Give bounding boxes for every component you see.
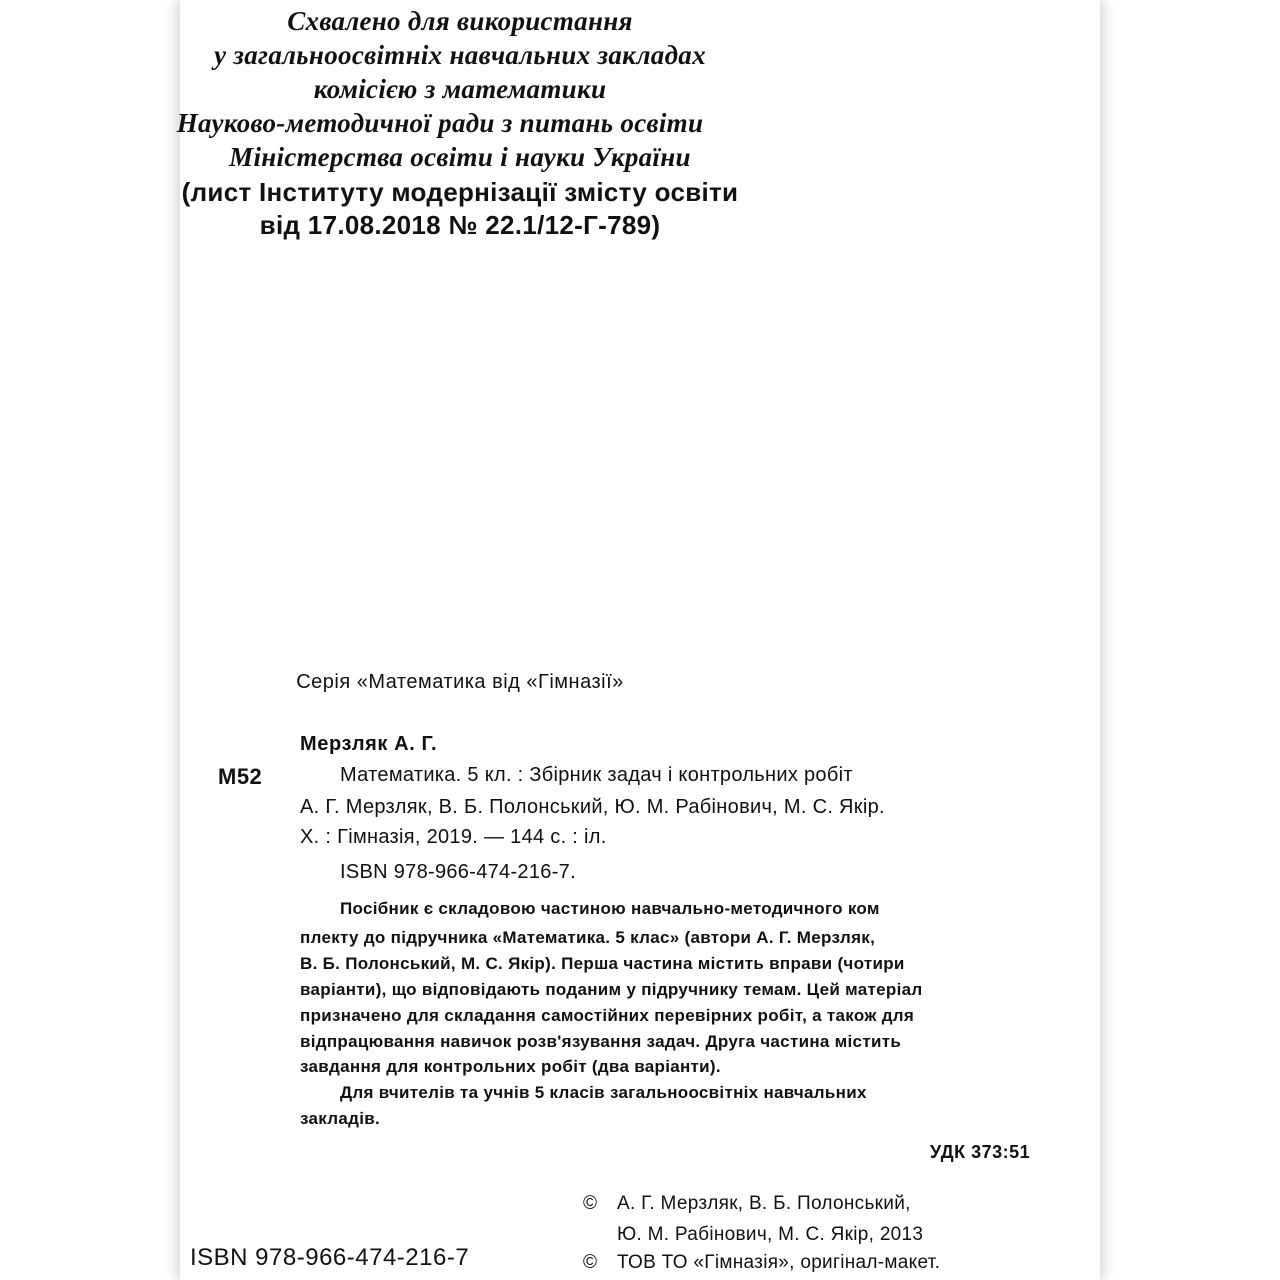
approval-line-6: (лист Інституту модернізації змісту освіти (181, 177, 739, 207)
annotation-line-2: плекту до підручника «Математика. 5 клас» (автори А. Г. Мерзляк, (300, 928, 876, 947)
approval-line-3: комісією з математики (313, 74, 607, 104)
approval-line-2: у загальноосвітніх навчальних закладах (214, 40, 706, 70)
approval-line-1: Схвалено для використання (287, 6, 633, 36)
isbn-bottom: ISBN 978-966-474-216-7 (190, 1244, 470, 1271)
annotation-line-8: Для вчителів та учнів 5 класів загальноосвітніх навчальних (340, 1083, 867, 1102)
catalog-author: Мерзляк А. Г. (300, 733, 438, 755)
annotation-line-3: В. Б. Полонський, М. С. Якір). Перша частина містить вправи (чотири (300, 954, 905, 973)
annotation-line-6: відпрацювання навичок розв'язування задач. Друга частина містить (300, 1032, 902, 1051)
annotation-line-1: Посібник є складовою частиною навчально-методичного ком (340, 899, 880, 918)
copyright-line-3 (583, 1252, 940, 1274)
approval-line-7: від 17.08.2018 № 22.1/12-Г-789) (259, 210, 661, 240)
catalog-title-line-3: Х. : Гімназія, 2019. — 144 с. : іл. (300, 826, 607, 848)
copyright-text-1: А. Г. Мерзляк, В. Б. Полонський, (617, 1193, 911, 1214)
copyright-text-3: ТОВ ТО «Гімназія», оригінал-макет. (617, 1252, 941, 1273)
approval-line-4: Науково-методичної ради з питань освіти (176, 108, 704, 138)
annotation-line-9: закладів. (300, 1109, 381, 1128)
annotation-line-4: варіанти), що відповідають поданим у підручнику темам. Цей матеріал (300, 980, 923, 999)
copyright-line-1 (583, 1193, 911, 1215)
approval-stamp (0, 4, 920, 242)
copyright-icon: © (583, 1193, 598, 1214)
copyright-line-2: Ю. М. Рабінович, М. С. Якір, 2013 (617, 1224, 924, 1245)
annotation-line-5: призначено для складання самостійних перевірних робіт, а також для (300, 1006, 915, 1025)
catalog-isbn: ISBN 978-966-474-216-7. (340, 861, 576, 883)
udk-code: УДК 373:51 (930, 1142, 1031, 1162)
annotation-line-7: завдання для контрольних робіт (два варіанти). (300, 1057, 721, 1076)
approval-line-5: Міністерства освіти і науки України (229, 142, 691, 172)
catalog-title-line-2: А. Г. Мерзляк, В. Б. Полонський, Ю. М. Рабінович, М. С. Якір. (300, 796, 885, 818)
copyright-icon: © (583, 1252, 598, 1273)
catalog-title-line-1: Математика. 5 кл. : Збірник задач і контрольних робіт (340, 764, 853, 786)
series-title: Серія «Математика від «Гімназії» (296, 671, 624, 693)
catalog-code: М52 (218, 764, 263, 789)
